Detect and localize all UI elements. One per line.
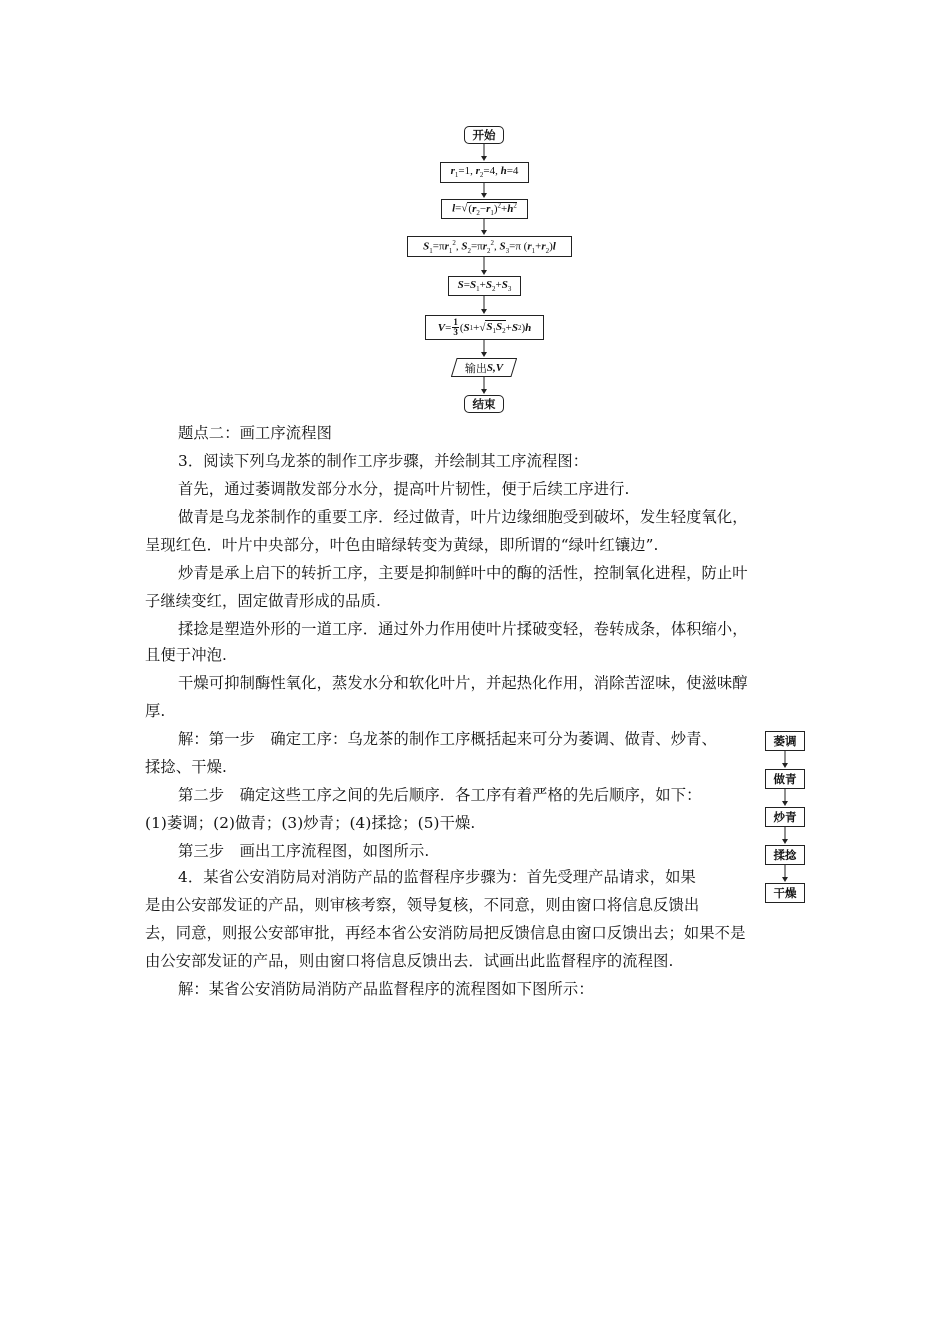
- q3-paragraph-line: 炒青是承上启下的转折工序，主要是抑制鲜叶中的酶的活性，控制氧化进程，防止叶: [178, 564, 748, 582]
- process-step-box: 萎调: [765, 731, 805, 751]
- solution3-line: 解：第一步 确定工序：乌龙茶的制作工序概括起来可分为萎调、做青、炒青、: [178, 730, 717, 748]
- flowchart-arrow: [479, 257, 489, 276]
- flowchart-l-box: $l=√(r_2-r_1)^2+h^2$: [441, 199, 528, 219]
- flowchart-start-terminal: 开始: [464, 126, 504, 144]
- process-step-box: 炒青: [765, 807, 805, 827]
- flowchart-arrow: [479, 377, 489, 395]
- q3-paragraph-line: 做青是乌龙茶制作的重要工序．经过做青，叶片边缘细胞受到破坏，发生轻度氧化，: [178, 508, 748, 526]
- q3-paragraph-line: 子继续变红，固定做青形成的品质.: [145, 592, 381, 610]
- flowchart-output-io: [451, 358, 517, 377]
- q3-paragraph-line: 厚.: [145, 702, 166, 720]
- solution3-line: 第二步 确定这些工序之间的先后顺序．各工序有着严格的先后顺序，如下：: [178, 786, 702, 804]
- process-arrow: [780, 827, 790, 845]
- process-arrow: [780, 751, 790, 769]
- flowchart-arrow: [479, 296, 489, 315]
- solution3-line: 第三步 画出工序流程图，如图所示.: [178, 842, 430, 860]
- q4-paragraph-line: 是由公安部发证的产品，则审核考察，领导复核，不同意，则由窗口将信息反馈出: [145, 896, 700, 914]
- solution3-line: (1)萎调；(2)做青；(3)炒青；(4)揉捻；(5)干燥.: [145, 814, 476, 832]
- q3-paragraph-line: 干燥可抑制酶性氧化，蒸发水分和软化叶片，并起热化作用，消除苦涩味，使滋味醇: [178, 674, 748, 692]
- output-label: 输出: [464, 361, 487, 375]
- solution3-line: 揉捻、干燥.: [145, 758, 227, 776]
- flowchart-volume-box: V = $\frac{1}{3}$ ( S 1 +√ $S_1S_2$ + S 2 ) h: [425, 315, 544, 340]
- process-step-box: 干燥: [765, 883, 805, 903]
- process-step-box: 揉捻: [765, 845, 805, 865]
- q4-paragraph-line: 去，同意，则报公安部审批，再经本省公安消防局把反馈信息由窗口反馈出去；如果不是: [145, 924, 746, 942]
- process-arrow: [780, 789, 790, 807]
- flowchart-arrow: [479, 183, 489, 199]
- section-title: 题点二：画工序流程图: [178, 424, 332, 442]
- q3-paragraph-line: 且便于冲泡.: [145, 646, 227, 664]
- solution4-line: 解：某省公安消防局消防产品监督程序的流程图如下图所示：: [178, 980, 594, 998]
- process-step-box: 做青: [765, 769, 805, 789]
- q3-paragraph-line: 揉捻是塑造外形的一道工序．通过外力作用使叶片揉破变轻，卷转成条，体积缩小，: [178, 620, 748, 638]
- flowchart-arrow: [479, 144, 489, 162]
- flowchart-surface-box: $S_1=\pi r_1^2$, $S_2=\pi r_2^2$, $S_3=\pi$ $(r_1+r_2)l$: [407, 236, 572, 257]
- flowchart-arrow: [479, 219, 489, 236]
- q3-paragraph-line: 3．阅读下列乌龙茶的制作工序步骤，并绘制其工序流程图：: [178, 452, 589, 470]
- q3-paragraph-line: 首先，通过萎调散发部分水分，提高叶片韧性，便于后续工序进行.: [178, 480, 630, 498]
- process-arrow: [780, 865, 790, 883]
- q4-paragraph-line: 4．某省公安消防局对消防产品的监督程序步骤为：首先受理产品请求，如果: [178, 868, 696, 886]
- flowchart-arrow: [479, 340, 489, 358]
- q4-paragraph-line: 由公安部发证的产品，则由窗口将信息反馈出去．试画出此监督程序的流程图.: [145, 952, 674, 970]
- flowchart-end-terminal: 结束: [464, 395, 504, 413]
- output-vars: S,V: [486, 361, 504, 374]
- flowchart-assign-box: $r_1=1$, $r_2=4$, h=4: [440, 162, 529, 183]
- q3-paragraph-line: 呈现红色．叶片中央部分，叶色由暗绿转变为黄绿，即所谓的“绿叶红镶边”.: [145, 536, 659, 554]
- flowchart-sum-box: $S=S_1+S_2+S_3$: [448, 276, 521, 296]
